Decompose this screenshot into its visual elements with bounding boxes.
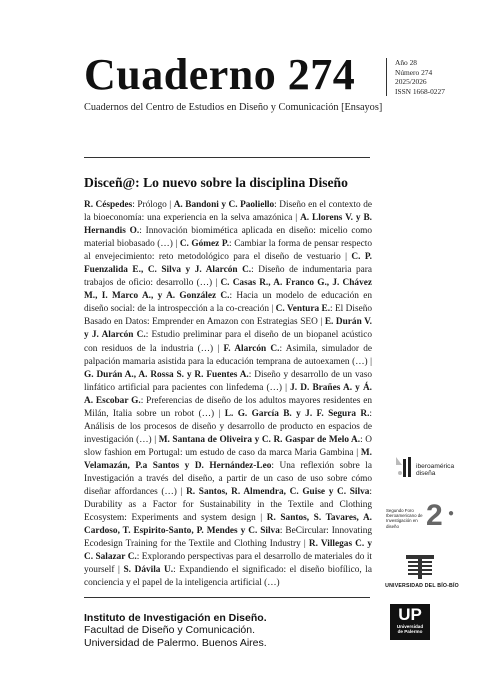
article-title: : Análisis de los procesos de diseño y desarrollo de producto en espacios de investigación (…) | <box>84 408 372 445</box>
journal-subtitle: Cuadernos del Centro de Estudios en Diseño y Comunicación [Ensayos] <box>84 102 383 113</box>
article-title: : Asimila, simulador de palpación mamaria asistida para la educación temprana de autoexamen (…) | <box>84 343 372 367</box>
article-title: : Expandiendo el significado: el diseño biofílico, la conciencia y el papel de la inteligencia artificial (…) <box>84 565 372 589</box>
author-names: J. D. Brañes A. y Á. A. Escobar G. <box>84 382 372 406</box>
ib-line-3: diseña <box>416 470 436 478</box>
sf-dot-icon: ● <box>448 508 455 519</box>
ib-text <box>416 463 454 477</box>
article-title: : Preferencias de diseño de los adultos mayores residentes en Milán, Italia sobre un robot (…) | <box>84 395 372 419</box>
article-title: : Prólogo | <box>132 200 174 210</box>
author-names: C. Gómez P. <box>179 239 230 250</box>
author-names: A. Llorens V. y B. Hernandis O. <box>84 213 372 237</box>
ubb-logo <box>382 555 462 599</box>
article-title: : Una reflexión sobre la Investigación a través del diseño, a partir de un caso de uso sobre cómo diseñar affordances (…) | <box>84 460 372 498</box>
section-title: Disceñ@: Lo nuevo sobre la disciplina Diseño <box>84 175 348 190</box>
article-title: : Diseño y desarrollo de un vaso linfático artificial para pacientes con linfedema (…) | <box>84 369 372 393</box>
journal-title: Cuaderno 274 <box>84 50 356 99</box>
article-title: : Diseño de indumentaria para trabajos de oficio: desarrollo (…) | <box>84 265 372 289</box>
institute-name: Instituto de Investigación en Diseño. <box>84 612 267 624</box>
article-title: : O slow fashion em Portugal: um estudo de caso da marca Maria Gambina | <box>84 434 373 458</box>
author-names: C. Ventura E. <box>275 304 331 315</box>
masthead <box>84 52 382 113</box>
faculty-name: Facultad de Diseño y Comunicación. <box>84 624 256 637</box>
issue-info <box>386 58 445 96</box>
issue-year: Año 28 <box>395 58 417 67</box>
iberoamerica-disena-logo <box>394 455 454 485</box>
article-title: : El Diseño Basado en Datos: Emprender en Amazon con Estrategias SEO | <box>84 304 372 328</box>
author-names: C. Casas R., A. Franco G., J. Chávez M., I. Marco A., y A. González C. <box>84 278 372 302</box>
issue-number: Número 274 <box>395 67 433 77</box>
institute-block <box>84 612 267 649</box>
author-names: M. Velamazán, P.a Santos y D. Hernández-Leo <box>84 447 372 471</box>
up-initials: UP <box>398 605 422 624</box>
top-rule <box>84 157 370 158</box>
author-names: G. Durán A., A. Rossa S. y R. Fuentes A. <box>84 369 249 380</box>
article-title: : Durability as a Factor for Sustainability in the Textile and Clothing Ecosystem: Experiments and system design | <box>84 487 372 524</box>
author-names: R. Santos, R. Almendra, C. Guise y C. Silva <box>186 487 370 498</box>
issue-issn: ISSN 1668-0227 <box>395 86 445 96</box>
article-title: : Estudio preliminar para el diseño de un biopanel acústico con residuos de la industria (…) | <box>84 330 372 354</box>
article-title: : Explorando perspectivas para el desarrollo de materiales do it yourself | <box>84 552 372 576</box>
ubb-text: UNIVERSIDAD DEL BÍO-BÍO <box>385 583 459 589</box>
author-names: F. Alarcón C. <box>223 343 280 354</box>
author-names: R. Santos, S. Tavares, A. Cardoso, T. Espirito-Santo, P. Mendes y C. Silva <box>84 513 372 537</box>
author-names: C. P. Fuenzalida E., C. Silva y J. Alarcón C. <box>84 252 372 276</box>
author-names: L. G. García B. y J. F. Segura R. <box>224 408 370 419</box>
ubb-crest-icon <box>406 555 434 579</box>
article-title: : Diseño en el contexto de la bioeconomía: una experiencia en la selva amazónica | <box>84 200 372 224</box>
author-names: M. Santana de Oliveira y C. R. Gaspar de Melo A. <box>158 434 361 445</box>
ib-mark-icon <box>394 455 414 479</box>
universidad-de-palermo-logo <box>390 604 430 640</box>
author-names: R. Céspedes <box>84 200 133 210</box>
author-names: A. Bandoni y C. Paoliello <box>173 200 275 210</box>
author-names: E. Durán V. y J. Alarcón C. <box>84 317 372 341</box>
sf-number: 2 <box>426 499 443 532</box>
up-line-2: de Palermo <box>397 629 423 635</box>
up-line-1: Universidad <box>396 624 424 629</box>
article-title: : Cambiar la forma de pensar respecto al envejecimiento: reto metodológico para el diseño de vestuario | <box>84 239 372 263</box>
sf-text: Segundo Foro Iberoamericano de Investigación en diseño <box>386 508 423 529</box>
bottom-rule <box>84 597 370 598</box>
article-title: : BeCircular: Innovating Ecodesign Training for the Textile and Clothing Industry | <box>84 526 372 550</box>
university-name: Universidad de Palermo. Buenos Aires. <box>84 636 267 649</box>
issue-period: 2025/2026 <box>395 77 427 87</box>
segundo-foro-logo <box>386 500 466 544</box>
ib-line-2: iberoamérica <box>416 463 455 470</box>
author-names: R. Villegas C. y C. Salazar C. <box>84 539 372 563</box>
article-title: : Hacia un modelo de educación en diseño social: de la introspección a la co-creación | <box>84 291 373 315</box>
author-names: S. Dávila U. <box>123 565 174 576</box>
article-title: : Innovación biomimética aplicada en diseño: micelio como material biobasado (…) | <box>84 226 373 250</box>
contents-abstract <box>84 199 372 590</box>
